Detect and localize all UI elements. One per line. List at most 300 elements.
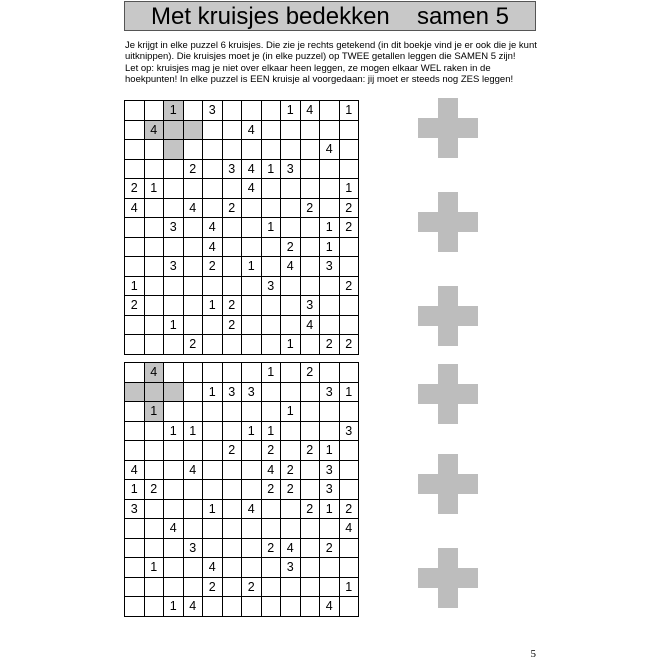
- grid-cell[interactable]: 3: [164, 218, 184, 238]
- grid-cell[interactable]: [145, 335, 165, 355]
- grid-cell[interactable]: [301, 121, 321, 141]
- grid-cell[interactable]: [262, 257, 282, 277]
- grid-cell[interactable]: [301, 422, 321, 442]
- grid-cell[interactable]: [125, 121, 145, 141]
- grid-cell[interactable]: [145, 101, 165, 121]
- grid-cell[interactable]: [145, 519, 165, 539]
- grid-cell[interactable]: 3: [262, 277, 282, 297]
- grid-cell[interactable]: [223, 179, 243, 199]
- grid-cell[interactable]: [184, 218, 204, 238]
- grid-cell[interactable]: 3: [340, 422, 360, 442]
- grid-cell[interactable]: [223, 140, 243, 160]
- grid-cell[interactable]: 4: [184, 597, 204, 617]
- grid-cell[interactable]: [223, 597, 243, 617]
- grid-cell[interactable]: 4: [281, 257, 301, 277]
- grid-cell[interactable]: 3: [223, 383, 243, 403]
- grid-cell[interactable]: [125, 539, 145, 559]
- grid-cell[interactable]: [320, 160, 340, 180]
- grid-cell[interactable]: 1: [281, 335, 301, 355]
- grid-cell[interactable]: [145, 316, 165, 336]
- grid-cell[interactable]: [184, 257, 204, 277]
- grid-cell[interactable]: [340, 140, 360, 160]
- grid-cell[interactable]: 4: [125, 461, 145, 481]
- grid-cell[interactable]: [281, 316, 301, 336]
- grid-cell[interactable]: [164, 363, 184, 383]
- grid-cell[interactable]: [340, 238, 360, 258]
- grid-cell[interactable]: [203, 363, 223, 383]
- grid-cell[interactable]: 1: [340, 179, 360, 199]
- grid-cell[interactable]: [223, 480, 243, 500]
- grid-cell[interactable]: [203, 402, 223, 422]
- grid-cell[interactable]: [164, 383, 184, 403]
- grid-cell[interactable]: [164, 578, 184, 598]
- grid-cell[interactable]: 3: [242, 383, 262, 403]
- grid-cell[interactable]: [340, 480, 360, 500]
- grid-cell[interactable]: [281, 218, 301, 238]
- grid-cell[interactable]: 2: [340, 218, 360, 238]
- grid-cell[interactable]: 4: [242, 160, 262, 180]
- grid-cell[interactable]: [223, 363, 243, 383]
- grid-cell[interactable]: [164, 335, 184, 355]
- grid-cell[interactable]: [281, 277, 301, 297]
- grid-cell[interactable]: [184, 519, 204, 539]
- grid-cell[interactable]: [203, 422, 223, 442]
- grid-cell[interactable]: 2: [320, 539, 340, 559]
- grid-cell[interactable]: 1: [320, 238, 340, 258]
- grid-cell[interactable]: 2: [203, 578, 223, 598]
- grid-cell[interactable]: 2: [301, 441, 321, 461]
- grid-cell[interactable]: [301, 335, 321, 355]
- grid-cell[interactable]: [184, 383, 204, 403]
- grid-cell[interactable]: [281, 578, 301, 598]
- grid-cell[interactable]: [164, 461, 184, 481]
- grid-cell[interactable]: 4: [184, 199, 204, 219]
- grid-cell[interactable]: [281, 383, 301, 403]
- grid-cell[interactable]: 2: [340, 500, 360, 520]
- grid-cell[interactable]: [242, 277, 262, 297]
- grid-cell[interactable]: [340, 402, 360, 422]
- grid-cell[interactable]: 2: [281, 480, 301, 500]
- grid-cell[interactable]: [262, 335, 282, 355]
- grid-cell[interactable]: 1: [164, 101, 184, 121]
- grid-cell[interactable]: 3: [320, 383, 340, 403]
- grid-cell[interactable]: 3: [320, 480, 340, 500]
- grid-cell[interactable]: [203, 441, 223, 461]
- grid-cell[interactable]: 2: [281, 461, 301, 481]
- grid-cell[interactable]: [281, 199, 301, 219]
- grid-cell[interactable]: 2: [125, 179, 145, 199]
- cross-piece-5[interactable]: [418, 454, 478, 514]
- grid-cell[interactable]: 4: [262, 461, 282, 481]
- grid-cell[interactable]: [164, 160, 184, 180]
- grid-cell[interactable]: 2: [223, 316, 243, 336]
- grid-cell[interactable]: 2: [340, 277, 360, 297]
- grid-cell[interactable]: [164, 558, 184, 578]
- grid-cell[interactable]: [223, 101, 243, 121]
- grid-cell[interactable]: [262, 238, 282, 258]
- grid-cell[interactable]: [164, 441, 184, 461]
- grid-cell[interactable]: [301, 140, 321, 160]
- grid-cell[interactable]: 2: [301, 500, 321, 520]
- grid-cell[interactable]: 2: [301, 363, 321, 383]
- grid-cell[interactable]: [164, 140, 184, 160]
- grid-cell[interactable]: [223, 539, 243, 559]
- grid-cell[interactable]: [125, 402, 145, 422]
- grid-cell[interactable]: [145, 218, 165, 238]
- grid-cell[interactable]: 4: [203, 218, 223, 238]
- grid-cell[interactable]: [203, 121, 223, 141]
- grid-cell[interactable]: [203, 179, 223, 199]
- grid-cell[interactable]: [203, 480, 223, 500]
- grid-cell[interactable]: [145, 500, 165, 520]
- grid-cell[interactable]: [281, 597, 301, 617]
- grid-cell[interactable]: 2: [320, 335, 340, 355]
- grid-cell[interactable]: [340, 441, 360, 461]
- grid-cell[interactable]: [145, 383, 165, 403]
- grid-cell[interactable]: [203, 160, 223, 180]
- grid-cell[interactable]: [145, 539, 165, 559]
- grid-cell[interactable]: [125, 519, 145, 539]
- grid-cell[interactable]: 4: [184, 461, 204, 481]
- grid-cell[interactable]: 4: [125, 199, 145, 219]
- grid-cell[interactable]: 4: [301, 101, 321, 121]
- grid-cell[interactable]: [301, 578, 321, 598]
- grid-cell[interactable]: [340, 121, 360, 141]
- grid-cell[interactable]: [242, 296, 262, 316]
- grid-cell[interactable]: [184, 500, 204, 520]
- grid-cell[interactable]: 1: [262, 160, 282, 180]
- grid-cell[interactable]: [184, 140, 204, 160]
- grid-cell[interactable]: [242, 335, 262, 355]
- grid-cell[interactable]: 1: [164, 597, 184, 617]
- grid-cell[interactable]: [125, 238, 145, 258]
- grid-cell[interactable]: [125, 160, 145, 180]
- grid-cell[interactable]: [145, 160, 165, 180]
- grid-cell[interactable]: [203, 277, 223, 297]
- grid-cell[interactable]: [242, 199, 262, 219]
- grid-cell[interactable]: 2: [281, 238, 301, 258]
- grid-cell[interactable]: [203, 316, 223, 336]
- grid-cell[interactable]: [281, 140, 301, 160]
- grid-cell[interactable]: [164, 539, 184, 559]
- grid-cell[interactable]: [320, 558, 340, 578]
- grid-cell[interactable]: [301, 402, 321, 422]
- grid-cell[interactable]: [340, 363, 360, 383]
- grid-cell[interactable]: [281, 519, 301, 539]
- grid-cell[interactable]: 2: [203, 257, 223, 277]
- grid-cell[interactable]: [125, 363, 145, 383]
- grid-cell[interactable]: [281, 422, 301, 442]
- grid-cell[interactable]: 4: [242, 121, 262, 141]
- grid-cell[interactable]: 2: [223, 199, 243, 219]
- grid-cell[interactable]: [320, 316, 340, 336]
- grid-cell[interactable]: [184, 480, 204, 500]
- grid-cell[interactable]: [340, 316, 360, 336]
- grid-cell[interactable]: 3: [301, 296, 321, 316]
- grid-cell[interactable]: 2: [242, 578, 262, 598]
- grid-cell[interactable]: 3: [164, 257, 184, 277]
- grid-cell[interactable]: 1: [340, 578, 360, 598]
- grid-cell[interactable]: [262, 558, 282, 578]
- grid-cell[interactable]: [164, 500, 184, 520]
- grid-cell[interactable]: [242, 558, 262, 578]
- grid-cell[interactable]: [125, 558, 145, 578]
- grid-cell[interactable]: [164, 480, 184, 500]
- grid-cell[interactable]: 4: [145, 363, 165, 383]
- grid-cell[interactable]: [145, 238, 165, 258]
- grid-cell[interactable]: [223, 257, 243, 277]
- grid-cell[interactable]: [320, 422, 340, 442]
- grid-cell[interactable]: 3: [203, 101, 223, 121]
- grid-cell[interactable]: [340, 257, 360, 277]
- grid-cell[interactable]: [320, 578, 340, 598]
- grid-cell[interactable]: [320, 402, 340, 422]
- grid-cell[interactable]: [262, 199, 282, 219]
- grid-cell[interactable]: [340, 461, 360, 481]
- grid-cell[interactable]: 4: [320, 597, 340, 617]
- grid-cell[interactable]: [203, 539, 223, 559]
- grid-cell[interactable]: [125, 383, 145, 403]
- grid-cell[interactable]: [262, 578, 282, 598]
- grid-cell[interactable]: [262, 179, 282, 199]
- grid-cell[interactable]: [242, 539, 262, 559]
- grid-cell[interactable]: [262, 383, 282, 403]
- grid-cell[interactable]: [340, 539, 360, 559]
- grid-cell[interactable]: [242, 363, 262, 383]
- grid-cell[interactable]: [301, 257, 321, 277]
- grid-cell[interactable]: [242, 238, 262, 258]
- grid-cell[interactable]: 2: [184, 160, 204, 180]
- grid-cell[interactable]: [203, 461, 223, 481]
- grid-cell[interactable]: [262, 316, 282, 336]
- grid-cell[interactable]: [242, 461, 262, 481]
- grid-cell[interactable]: [281, 500, 301, 520]
- grid-cell[interactable]: [125, 335, 145, 355]
- grid-cell[interactable]: 3: [184, 539, 204, 559]
- grid-cell[interactable]: 1: [125, 480, 145, 500]
- grid-cell[interactable]: [340, 160, 360, 180]
- grid-cell[interactable]: [203, 335, 223, 355]
- grid-cell[interactable]: 1: [145, 179, 165, 199]
- grid-cell[interactable]: [125, 316, 145, 336]
- grid-cell[interactable]: 2: [262, 480, 282, 500]
- grid-cell[interactable]: [301, 539, 321, 559]
- grid-cell[interactable]: [242, 480, 262, 500]
- grid-cell[interactable]: [301, 179, 321, 199]
- grid-cell[interactable]: 1: [262, 363, 282, 383]
- grid-cell[interactable]: 1: [281, 402, 301, 422]
- grid-cell[interactable]: 3: [125, 500, 145, 520]
- grid-cell[interactable]: [223, 558, 243, 578]
- grid-cell[interactable]: [125, 597, 145, 617]
- grid-cell[interactable]: [184, 363, 204, 383]
- grid-cell[interactable]: 4: [320, 140, 340, 160]
- cross-piece-1[interactable]: [418, 98, 478, 158]
- grid-cell[interactable]: [301, 383, 321, 403]
- grid-cell[interactable]: 1: [203, 500, 223, 520]
- grid-cell[interactable]: [125, 257, 145, 277]
- grid-cell[interactable]: [223, 500, 243, 520]
- grid-cell[interactable]: 1: [281, 101, 301, 121]
- grid-cell[interactable]: [203, 140, 223, 160]
- grid-cell[interactable]: [281, 363, 301, 383]
- grid-cell[interactable]: [242, 101, 262, 121]
- grid-cell[interactable]: [184, 238, 204, 258]
- grid-cell[interactable]: [320, 199, 340, 219]
- grid-cell[interactable]: [184, 316, 204, 336]
- grid-cell[interactable]: [301, 238, 321, 258]
- grid-cell[interactable]: 4: [145, 121, 165, 141]
- grid-cell[interactable]: [262, 402, 282, 422]
- grid-cell[interactable]: [340, 558, 360, 578]
- grid-cell[interactable]: [301, 480, 321, 500]
- grid-cell[interactable]: [320, 363, 340, 383]
- grid-cell[interactable]: 2: [223, 441, 243, 461]
- grid-cell[interactable]: [262, 140, 282, 160]
- grid-cell[interactable]: 1: [262, 422, 282, 442]
- grid-cell[interactable]: [164, 199, 184, 219]
- cross-piece-4[interactable]: [418, 364, 478, 424]
- grid-cell[interactable]: [184, 121, 204, 141]
- grid-cell[interactable]: 4: [340, 519, 360, 539]
- grid-cell[interactable]: 3: [281, 160, 301, 180]
- grid-cell[interactable]: [340, 597, 360, 617]
- grid-cell[interactable]: [164, 179, 184, 199]
- grid-cell[interactable]: 2: [184, 335, 204, 355]
- grid-cell[interactable]: 2: [301, 199, 321, 219]
- grid-cell[interactable]: [223, 238, 243, 258]
- grid-cell[interactable]: [320, 519, 340, 539]
- grid-cell[interactable]: 3: [281, 558, 301, 578]
- grid-cell[interactable]: [223, 121, 243, 141]
- grid-cell[interactable]: [164, 238, 184, 258]
- grid-cell[interactable]: [320, 121, 340, 141]
- grid-cell[interactable]: 4: [281, 539, 301, 559]
- grid-cell[interactable]: 4: [203, 238, 223, 258]
- grid-cell[interactable]: [301, 218, 321, 238]
- grid-cell[interactable]: [223, 218, 243, 238]
- grid-cell[interactable]: 1: [340, 383, 360, 403]
- grid-cell[interactable]: [145, 199, 165, 219]
- grid-cell[interactable]: [223, 277, 243, 297]
- grid-cell[interactable]: [262, 121, 282, 141]
- grid-cell[interactable]: [242, 316, 262, 336]
- grid-cell[interactable]: [184, 578, 204, 598]
- grid-cell[interactable]: 2: [223, 296, 243, 316]
- grid-cell[interactable]: [223, 422, 243, 442]
- grid-cell[interactable]: [184, 441, 204, 461]
- grid-cell[interactable]: [184, 179, 204, 199]
- grid-cell[interactable]: 1: [262, 218, 282, 238]
- grid-cell[interactable]: 2: [340, 199, 360, 219]
- grid-cell[interactable]: [145, 296, 165, 316]
- grid-cell[interactable]: [301, 277, 321, 297]
- grid-cell[interactable]: 1: [203, 296, 223, 316]
- grid-cell[interactable]: [242, 140, 262, 160]
- grid-cell[interactable]: [164, 121, 184, 141]
- cross-piece-2[interactable]: [418, 192, 478, 252]
- grid-cell[interactable]: [281, 296, 301, 316]
- grid-cell[interactable]: 4: [301, 316, 321, 336]
- grid-cell[interactable]: [125, 101, 145, 121]
- grid-cell[interactable]: 2: [340, 335, 360, 355]
- grid-cell[interactable]: [184, 402, 204, 422]
- grid-cell[interactable]: [145, 422, 165, 442]
- grid-cell[interactable]: [164, 402, 184, 422]
- grid-cell[interactable]: [145, 578, 165, 598]
- grid-cell[interactable]: 1: [164, 316, 184, 336]
- grid-cell[interactable]: 1: [145, 402, 165, 422]
- grid-cell[interactable]: [320, 101, 340, 121]
- grid-cell[interactable]: [242, 597, 262, 617]
- grid-cell[interactable]: [184, 101, 204, 121]
- grid-cell[interactable]: 3: [320, 257, 340, 277]
- grid-cell[interactable]: [262, 519, 282, 539]
- grid-cell[interactable]: [242, 519, 262, 539]
- grid-cell[interactable]: 1: [145, 558, 165, 578]
- grid-cell[interactable]: [203, 519, 223, 539]
- grid-cell[interactable]: [125, 441, 145, 461]
- grid-cell[interactable]: [125, 578, 145, 598]
- cross-piece-3[interactable]: [418, 286, 478, 346]
- grid-cell[interactable]: [223, 402, 243, 422]
- grid-cell[interactable]: [281, 121, 301, 141]
- grid-cell[interactable]: 1: [320, 441, 340, 461]
- grid-cell[interactable]: [320, 296, 340, 316]
- grid-cell[interactable]: [340, 296, 360, 316]
- grid-cell[interactable]: [281, 179, 301, 199]
- grid-cell[interactable]: 4: [242, 179, 262, 199]
- grid-cell[interactable]: 1: [320, 218, 340, 238]
- grid-cell[interactable]: [125, 218, 145, 238]
- grid-cell[interactable]: [262, 296, 282, 316]
- grid-cell[interactable]: [203, 199, 223, 219]
- grid-cell[interactable]: [164, 296, 184, 316]
- grid-cell[interactable]: [145, 461, 165, 481]
- grid-cell[interactable]: [145, 277, 165, 297]
- grid-cell[interactable]: [242, 441, 262, 461]
- grid-cell[interactable]: [262, 101, 282, 121]
- grid-cell[interactable]: 1: [125, 277, 145, 297]
- grid-cell[interactable]: [223, 519, 243, 539]
- grid-cell[interactable]: [320, 277, 340, 297]
- cross-piece-6[interactable]: [418, 548, 478, 608]
- grid-cell[interactable]: [184, 277, 204, 297]
- grid-cell[interactable]: 1: [164, 422, 184, 442]
- grid-cell[interactable]: [242, 218, 262, 238]
- grid-cell[interactable]: [145, 597, 165, 617]
- grid-cell[interactable]: [301, 160, 321, 180]
- grid-cell[interactable]: 3: [223, 160, 243, 180]
- grid-cell[interactable]: 2: [125, 296, 145, 316]
- grid-cell[interactable]: [203, 597, 223, 617]
- grid-cell[interactable]: [320, 179, 340, 199]
- grid-cell[interactable]: [301, 597, 321, 617]
- grid-cell[interactable]: 1: [242, 422, 262, 442]
- grid-cell[interactable]: 4: [164, 519, 184, 539]
- grid-cell[interactable]: [262, 597, 282, 617]
- grid-cell[interactable]: [184, 558, 204, 578]
- grid-cell[interactable]: [262, 500, 282, 520]
- grid-cell[interactable]: [145, 257, 165, 277]
- grid-cell[interactable]: 1: [184, 422, 204, 442]
- grid-cell[interactable]: 2: [262, 539, 282, 559]
- grid-cell[interactable]: 4: [203, 558, 223, 578]
- grid-cell[interactable]: [145, 441, 165, 461]
- grid-cell[interactable]: [242, 402, 262, 422]
- grid-cell[interactable]: 1: [340, 101, 360, 121]
- grid-cell[interactable]: 2: [145, 480, 165, 500]
